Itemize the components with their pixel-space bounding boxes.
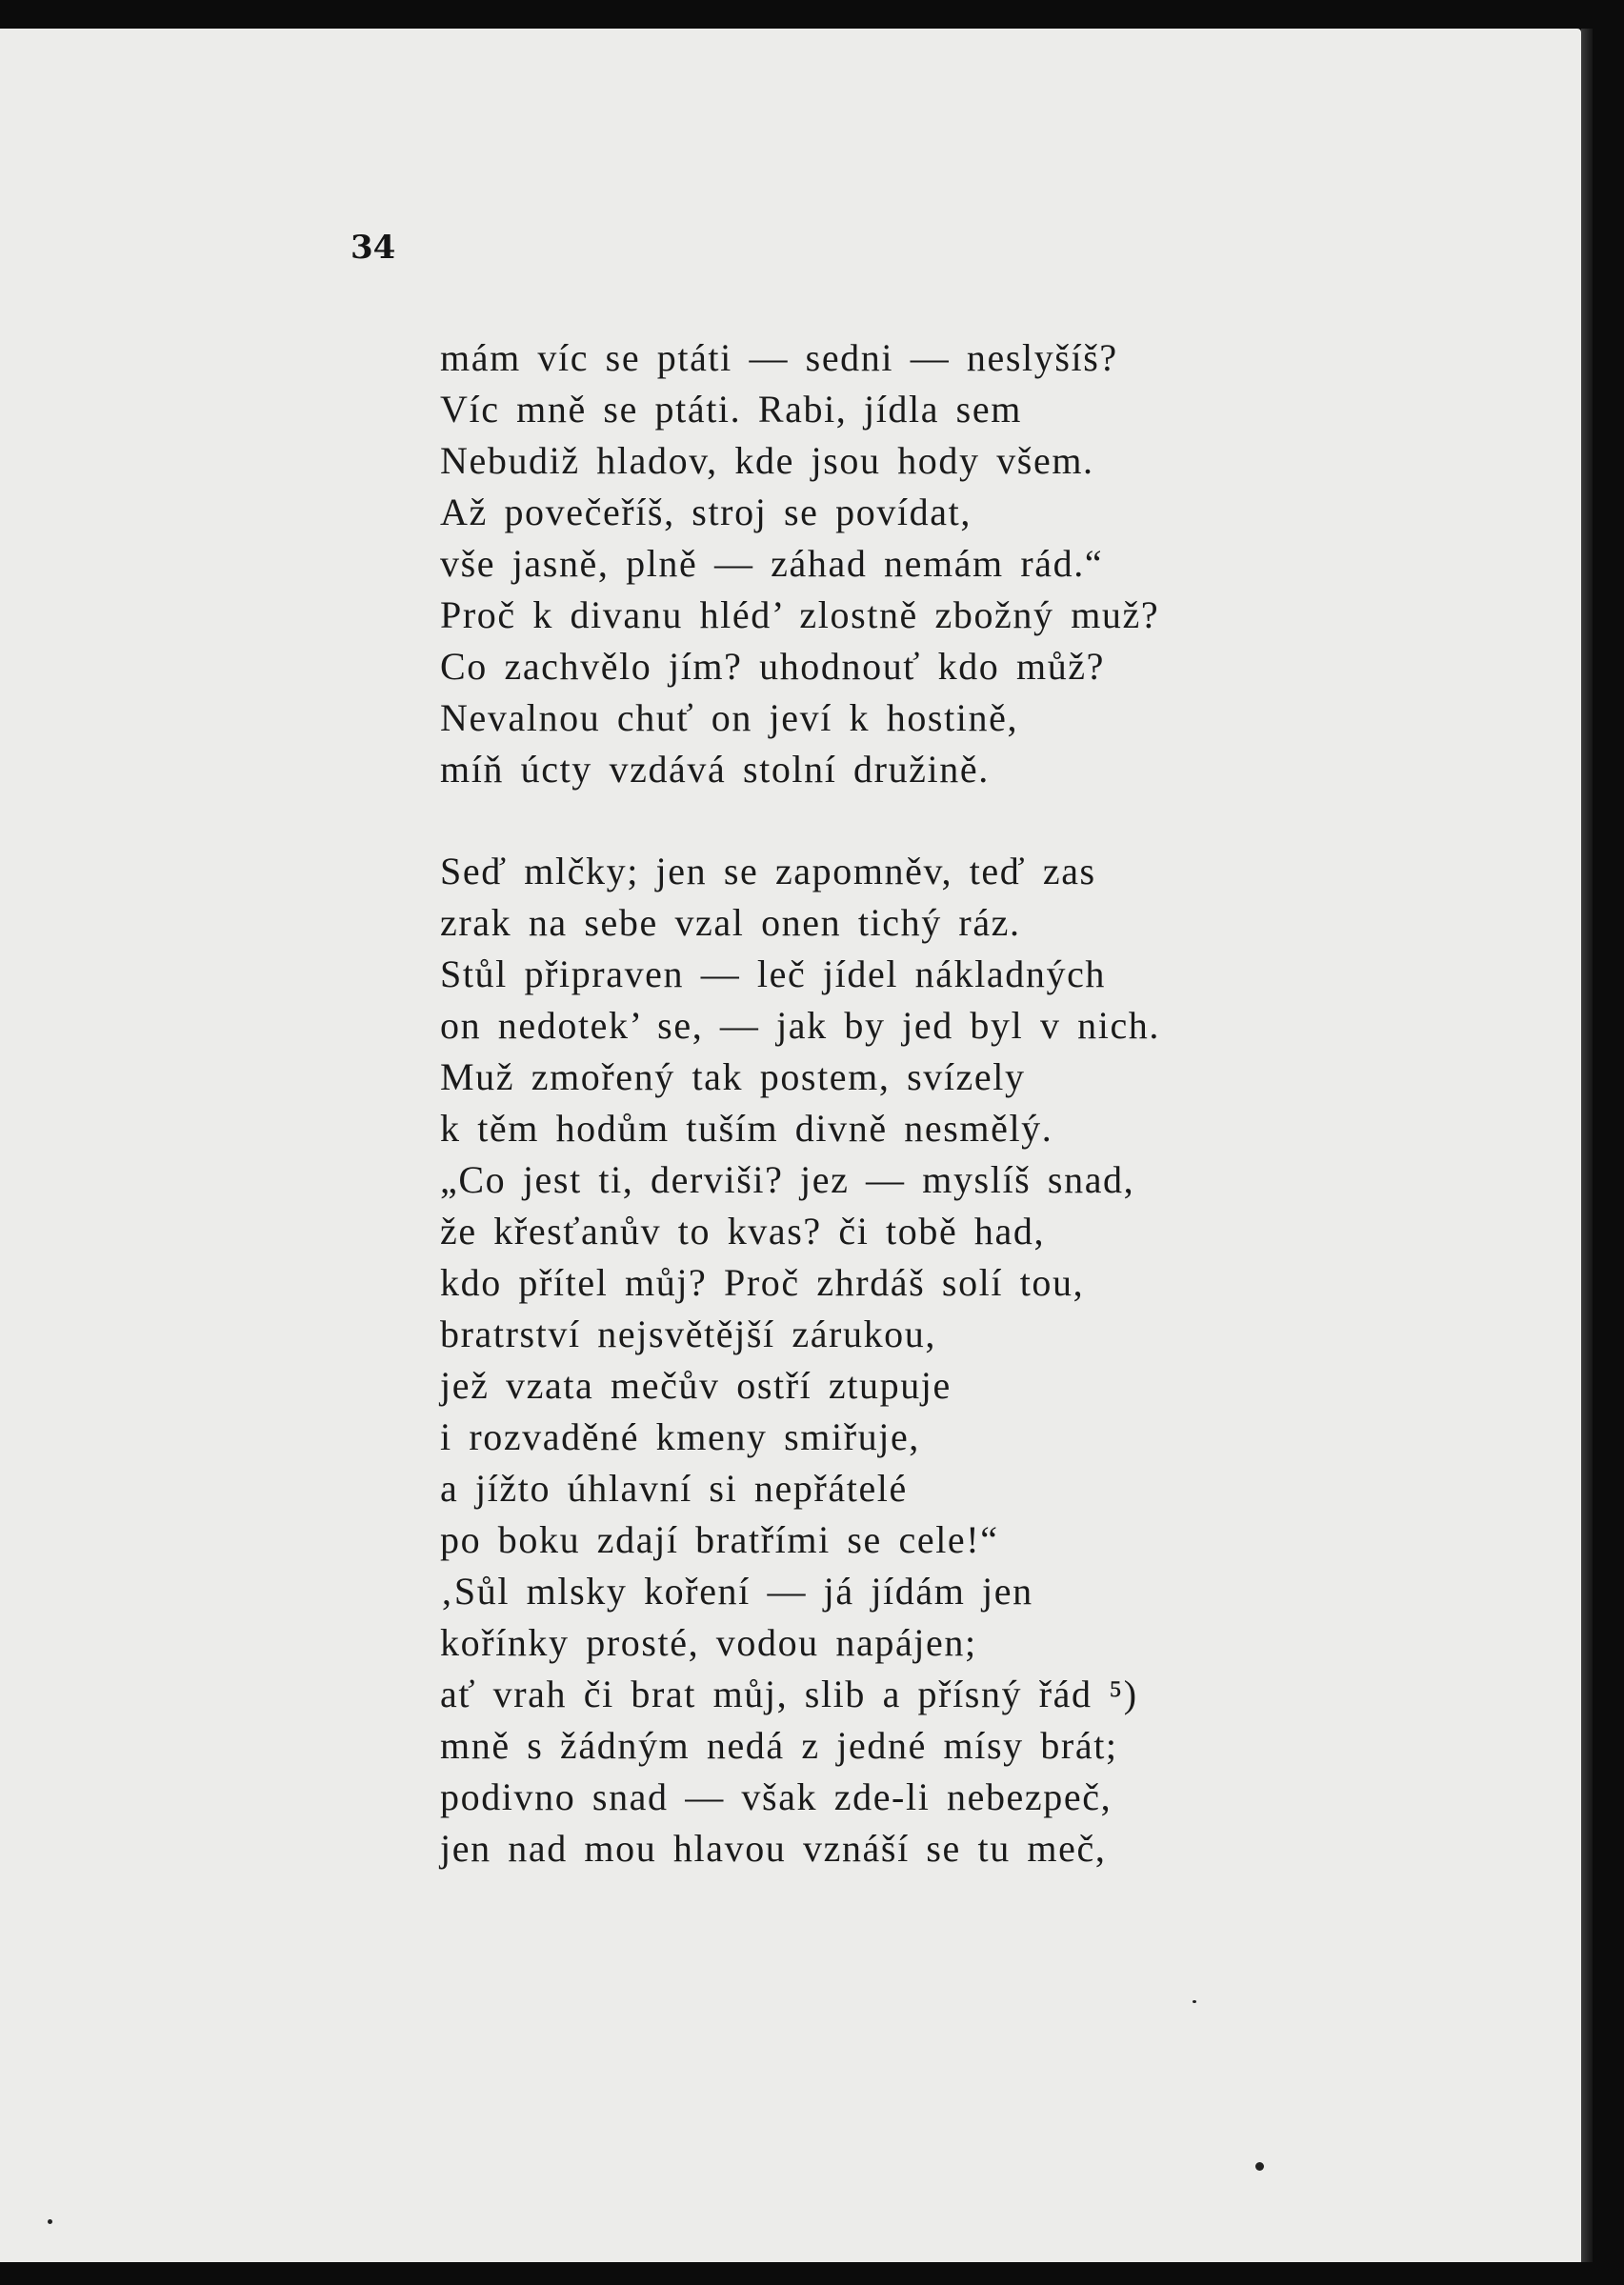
poem-line: Nevalnou chuť on jeví k hostině, [440, 696, 1019, 739]
poem-line: on nedotek’ se, — jak by jed byl v nich. [440, 1004, 1161, 1047]
poem-line: že křesťanův to kvas? či tobě had, [440, 1210, 1046, 1253]
poem-line: Nebudiž hladov, kde jsou hody všem. [440, 439, 1094, 482]
dust-speck [48, 2219, 52, 2224]
poem-line: vše jasně, plně — záhad nemám rád.“ [440, 542, 1104, 585]
dust-speck [1193, 2000, 1196, 2003]
poem-line: Až povečeříš, stroj se povídat, [440, 491, 972, 533]
poem-line: mám víc se ptáti — sedni — neslyšíš? [440, 336, 1118, 379]
poem-line: ať vrah či brat můj, slib a přísný řád ⁵) [440, 1673, 1138, 1715]
poem-line: k těm hodům tuším divně nesmělý. [440, 1107, 1053, 1150]
poem-stanza-2 [440, 846, 1160, 1874]
poem-line: a jížto úhlavní si nepřátelé [440, 1467, 908, 1510]
poem-line: mně s žádným nedá z jedné mísy brát; [440, 1724, 1118, 1767]
poem-line: podivno snad — však zde-li nebezpeč, [440, 1775, 1113, 1818]
poem-line: po boku zdají bratřími se cele!“ [440, 1518, 999, 1561]
poem-line: i rozvaděné kmeny smiřuje, [440, 1415, 920, 1458]
dust-speck [1255, 2162, 1264, 2171]
poem-line: Stůl připraven — leč jídel nákladných [440, 952, 1107, 995]
poem-line: jen nad mou hlavou vznáší se tu meč, [440, 1827, 1107, 1870]
poem-line: kořínky prosté, vodou napájen; [440, 1621, 977, 1664]
poem-line: Co zachvělo jím? uhodnouť kdo můž? [440, 645, 1106, 688]
poem-line: ‚Sůl mlsky koření — já jídám jen [440, 1570, 1033, 1613]
poem-line: Seď mlčky; jen se zapomněv, teď zas [440, 850, 1096, 892]
poem-line: míň úcty vzdává stolní družině. [440, 748, 990, 791]
poem-stanza-1 [440, 332, 1159, 795]
poem-line: bratrství nejsvětější zárukou, [440, 1313, 936, 1355]
poem-line: jež vzata mečův ostří ztupuje [440, 1364, 952, 1407]
poem-line: „Co jest ti, derviši? jez — myslíš snad, [440, 1158, 1135, 1201]
page-number: 34 [351, 229, 396, 267]
poem-line: Proč k divanu hléd’ zlostně zbožný muž? [440, 593, 1160, 636]
poem-line: Muž zmořený tak postem, svízely [440, 1055, 1026, 1098]
poem-line: zrak na sebe vzal onen tichý ráz. [440, 901, 1021, 944]
poem-line: Víc mně se ptáti. Rabi, jídla sem [440, 388, 1022, 431]
page-edge-shadow [1581, 29, 1593, 2262]
poem-line: kdo přítel můj? Proč zhrdáš solí tou, [440, 1261, 1085, 1304]
